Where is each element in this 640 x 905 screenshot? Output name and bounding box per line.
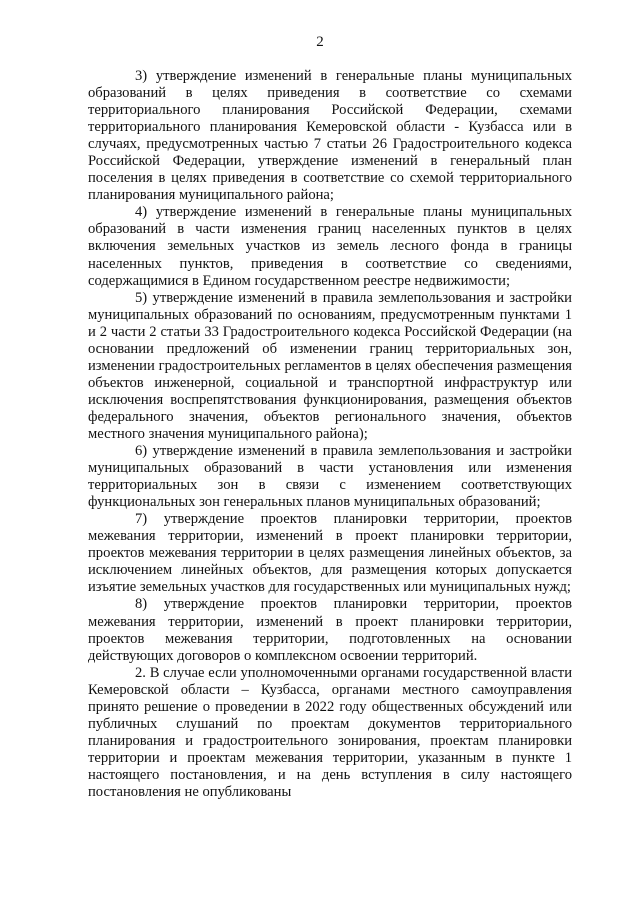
paragraph-item-5: 5) утверждение изменений в правила землепользования и застройки муниципальных образований по основаниям, предусмотренным пунктами 1 и 2 части 2 статьи 33 Градостроительного кодекса Российской Федерации (на основании предложений об изменении границ территориальных зон, изменении градостроительных регламентов в целях обеспечения размещения объектов инженерной, социальной и транспортной инфраструктур или исключения воспрепятствования функционирования, размещения объектов федерального значения, объектов регионального значения, объектов местного значения муниципального района); (88, 289, 572, 442)
paragraph-item-6: 6) утверждение изменений в правила землепользования и застройки муниципальных образований в части установления или изменения территориальных зон в связи с изменением соответствующих функциональных зон генеральных планов муниципальных образований; (88, 443, 572, 511)
page-number: 2 (316, 34, 324, 50)
document-body (88, 68, 572, 801)
paragraph-section-2: 2. В случае если уполномоченными органами государственной власти Кемеровской области – Кузбасса, органами местного самоуправления принято решение о проведении в 2022 году общественных обсуждений или публичных слушаний по проектам документов территориального планирования и градостроительного зонирования, проектам планировки территории и проектам межевания территории, указанным в пункте 1 настоящего постановления, и на день вступления в силу настоящего постановления не опубликованы (88, 664, 572, 800)
paragraph-item-3: 3) утверждение изменений в генеральные планы муниципальных образований в целях приведения в соответствие со схемами территориального планирования Российской Федерации, схемами территориального планирования Кемеровской области - Кузбасса или в случаях, предусмотренных частью 7 статьи 26 Градостроительного кодекса Российской Федерации, утверждение изменений в генеральный план поселения в целях приведения в соответствие со схемой территориального планирования муниципального района; (88, 68, 572, 204)
paragraph-item-8: 8) утверждение проектов планировки территории, проектов межевания территории, изменений в проект планировки территории, проектов межевания территории, подготовленных на основании действующих договоров о комплексном освоении территорий. (88, 596, 572, 664)
paragraph-item-4: 4) утверждение изменений в генеральные планы муниципальных образований в части изменения границ населенных пунктов в целях включения земельных участков из земель лесного фонда в границы населенных пунктов, приведения в соответствие со сведениями, содержащимися в Едином государственном реестре недвижимости; (88, 204, 572, 289)
paragraph-item-7: 7) утверждение проектов планировки территории, проектов межевания территории, изменений в проект планировки территории, проектов межевания территории в целях размещения линейных объектов, за исключением линейных объектов, для размещения которых допускается изъятие земельных участков для государственных или муниципальных нужд; (88, 511, 572, 596)
